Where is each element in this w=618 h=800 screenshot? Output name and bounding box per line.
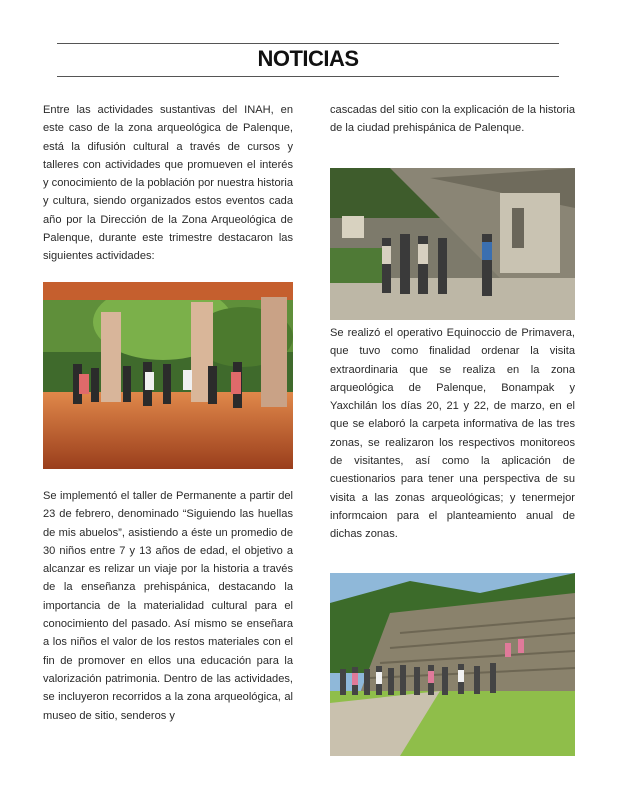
continuation-paragraph: cascadas del sitio con la explicación de la historia de la ciudad prehispánica de Palenque. bbox=[330, 104, 575, 135]
taller-paragraph: Se implementó el taller de Permanente a partir del 23 de febrero, denominado “Siguiendo las huellas de mis abuelos”, asistiendo a éste un promedio de 30 niños entre 7 y 13 años de edad, el objetivo a alcanzar es relizar un viaje por la historia a través de la enseñanza prehispánica, destacando la importancia de la materialidad cultural para el conocimiento del pasado. Así mismo se enseñara a los niños el valor de los restos materiales con el fin de promover en ellos una educación para la valorización patrimonia. Dentro de las actividades, se incluyeron recorridos a la zona arqueológica, al museo de sitio, senderos y bbox=[43, 490, 293, 722]
title-underline bbox=[57, 76, 559, 77]
top-rule bbox=[57, 43, 559, 44]
visitors-ruins-photo bbox=[330, 573, 575, 756]
ruins-group-photo bbox=[330, 168, 575, 320]
intro-paragraph: Entre las actividades sustantivas del INAH, en este caso de la zona arqueológica de Palenque, está la difusión cultural a través de cursos y talleres con actividades que promueven el interés y conocimiento de la población por nuestra historia y cultura, siendo organizados estos eventos cada año por la Dirección de la Zona Arqueológica de Palenque, durante este trimestre destacaron las siguientes actividades: bbox=[43, 104, 293, 263]
children-workshop-photo bbox=[43, 282, 293, 469]
equinoccio-paragraph: Se realizó el operativo Equinoccio de Primavera, que tuvo como finalidad ordenar la visita extraordinaria que se realiza en la zona arqueológica de Palenque, Bonampak y Yaxchilán los días 20, 21 y 22, de marzo, en el que se elaboró la carpeta informativa de las tres zonas, se realizaron los respectivos monitoreos de visitantes, así como la aplicación de cuestionarios para tener una perspectiva de su visita a las zonas arqueológicas; y tenermejor informcaion para el planteamiento anual de dichas zonas. bbox=[330, 327, 575, 541]
page-title: NOTICIAS bbox=[257, 46, 359, 71]
